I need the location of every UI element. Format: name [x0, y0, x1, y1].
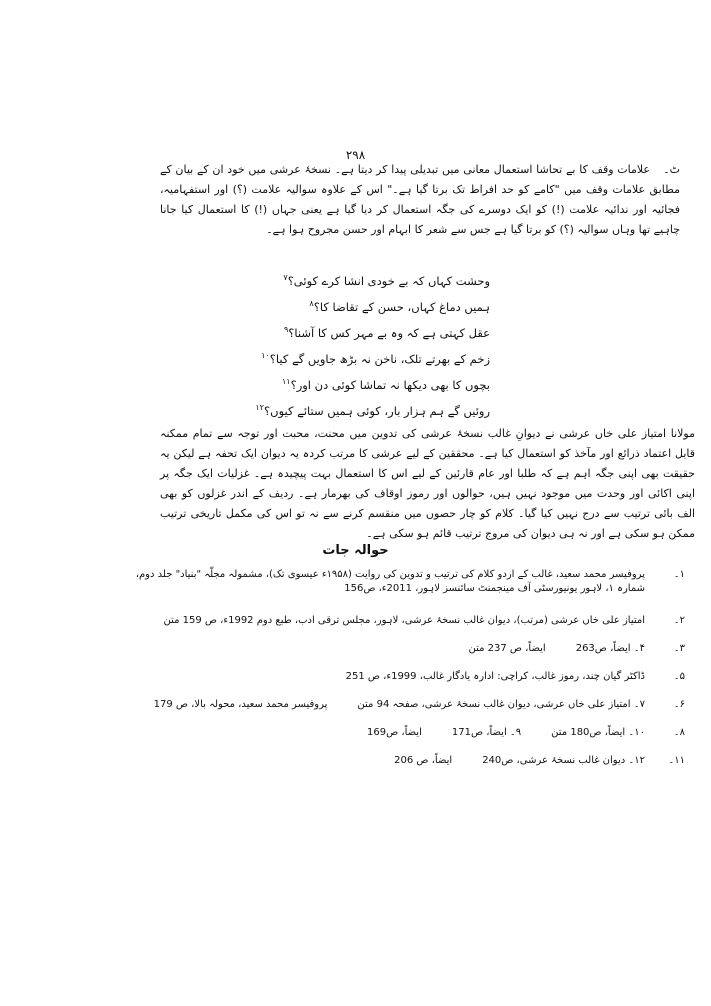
reference-text: دیوان غالب نسخۂ عرشی، ص240	[482, 755, 626, 766]
reference-text: ایضاً، ص169	[366, 727, 422, 738]
reference-number: ۲۔	[673, 615, 685, 626]
verse-text: زخم کے بھرتے تلک، ناخن نہ بڑھ جاویں گے کیا؟	[269, 351, 490, 366]
page-number: ۲۹۸	[345, 148, 366, 162]
reference-text: ایضاً، ص263	[575, 643, 631, 654]
references-heading: حوالہ جات	[322, 543, 389, 558]
reference-number: ۱۲۔	[628, 755, 645, 766]
reference-item	[130, 698, 685, 726]
verse-note: ۱۱	[282, 377, 291, 386]
reference-number: ۸۔	[673, 727, 685, 738]
reference-text: ڈاکٹر گیان چند، رموز غالب، کراچی: ادارہ یادگار غالب، 1999ء، ص 251	[345, 671, 645, 682]
reference-text: امتیاز علی خاں عرشی، دیوان غالب نسخۂ عرشی، صفحہ 94 متن	[357, 699, 631, 710]
reference-number: ۴۔	[633, 643, 645, 654]
verse-note: ۱۰	[261, 351, 270, 360]
reference-item	[130, 726, 685, 754]
verse-list	[255, 265, 490, 421]
reference-columns	[394, 754, 645, 768]
verse-line	[260, 291, 490, 317]
verse-note: ۷	[283, 273, 288, 282]
paragraph-intro-text: علامات وقف کا بے تحاشا استعمال معانی میں تبدیلی پیدا کر دیتا ہے۔ نسخۂ عرشی میں خود ان کے بیان کے مطابق علامات وقف میں "کامے کو حد افراط تک برتا گیا ہے۔" اس کے علاوہ سوالیہ علامت (؟) اور استفہامیہ، فجائیہ اور ندائیہ علامت (!) کو ایک دوسرے کی جگہ استعمال کر دیا گیا ہے یعنی جہاں (!) کا استعمال کیا جانا چاہیے تھا وہاں سوالیہ (؟) کو برتا گیا ہے جس سے شعر کا ابہام اور حسن مجروح ہوا ہے۔	[160, 163, 680, 236]
verse-text: ہمیں دماغ کہاں، حسن کے تقاضا کا؟	[313, 299, 490, 314]
reference-text: امتیاز علی خاں عرشی (مرتب)، دیوان غالب نسخۂ عرشی، لاہور، مجلس ترقی ادب، طبع دوم 1992ء، ص 159 متن	[163, 615, 645, 626]
verse-line	[260, 369, 490, 395]
reference-number: ۱۱۔	[668, 755, 685, 766]
reference-item	[130, 568, 685, 614]
reference-text: ایضاً، ص171	[451, 727, 507, 738]
reference-number: ۷۔	[633, 699, 645, 710]
paragraph-body: مولانا امتیاز علی خاں عرشی نے دیوانِ غالب نسخۂ عرشی کی تدوین میں محنت، محبت اور توجہ سے تمام ممکنہ قابل اعتماد ذرائع اور مآخذ کو استعمال کیا ہے۔ محققین کے لیے عرشی کا مرتب کردہ یہ دیوان ایک تحفہ ہے لیکن یہ حقیقت بھی اپنی جگہ اہم ہے کہ طلبا اور عام قارئین کے لیے اس کا استعمال بہت پیچیدہ ہے۔ غزلیات ایک جگہ پر اپنی اکائی اور وحدت میں موجود نہیں ہیں، حوالوں اور رموز اوقاف کی بھرمار ہے۔ ردیف کے اندر غزلوں کو بھی الف بائی ترتیب سے درج نہیں کیا گیا۔ کلام کو چار حصوں میں منقسم کرنے سے نہ تو اس کی مکمل تاریخی ترتیب ممکن ہو سکی ہے اور نہ ہی دیوان کی مروج ترتیب قائم ہو سکی ہے۔	[160, 427, 695, 540]
reference-number: ۶۔	[673, 699, 685, 710]
verse-note: ۱۲	[255, 403, 265, 412]
reference-item	[130, 670, 685, 698]
verse-note: ۹	[283, 325, 289, 334]
reference-number: ۹۔	[509, 727, 522, 738]
reference-columns	[154, 698, 645, 712]
reference-text: ایضاً، ص 206	[394, 755, 453, 766]
reference-list	[130, 568, 685, 782]
paragraph-marker: ٹ۔	[663, 163, 680, 176]
reference-columns	[367, 726, 645, 740]
reference-inline-item	[452, 726, 521, 740]
verse-line	[260, 265, 490, 291]
verse-line	[260, 317, 490, 343]
reference-text: پروفیسر محمد سعید، غالب کے اردو کلام کی ترتیب و تدوین کی روایت (۱۹۵۸ء عیسوی تک)، مشمولہ مجلّہ "بنیاد" جلد دوم، شمارہ ۱، لاہور یونیورسٹی آف مینجمنٹ سائنسز لاہور، 2011ء، ص156	[135, 569, 645, 594]
verse-text: روئیں گے ہم ہزار بار، کوئی ہمیں ستائے کیوں؟	[264, 403, 490, 418]
reference-number: ۳۔	[673, 643, 685, 654]
verse-line	[260, 343, 490, 369]
reference-inline-item	[576, 642, 645, 656]
reference-number: ۵۔	[673, 671, 685, 682]
verse-text: بچوں کا بھی دیکھا نہ تماشا کوئی دن اور؟	[290, 377, 490, 392]
verse-text: وحشت کہاں کہ بے خودی انشا کرے کوئی؟	[287, 273, 490, 288]
reference-item	[130, 614, 685, 642]
reference-columns	[468, 642, 645, 656]
reference-text: ایضاً، ص 237 متن	[468, 643, 546, 654]
reference-item	[130, 642, 685, 670]
reference-number: ۱۰۔	[628, 727, 645, 738]
paragraph-intro	[160, 160, 680, 240]
reference-inline-item	[551, 726, 645, 740]
reference-text: پروفیسر محمد سعید، محولہ بالا، ص 179	[153, 699, 328, 710]
reference-inline-item	[357, 698, 645, 712]
verse-note: ۸	[309, 299, 314, 308]
reference-item	[130, 754, 685, 782]
verse-line	[255, 395, 490, 421]
reference-text: ایضاً، ص180 متن	[551, 727, 626, 738]
verse-text: عقل کہتی ہے کہ وہ بے مہر کس کا آشنا؟	[288, 325, 490, 340]
reference-number: ۱۔	[673, 569, 685, 580]
reference-inline-item	[482, 754, 645, 768]
